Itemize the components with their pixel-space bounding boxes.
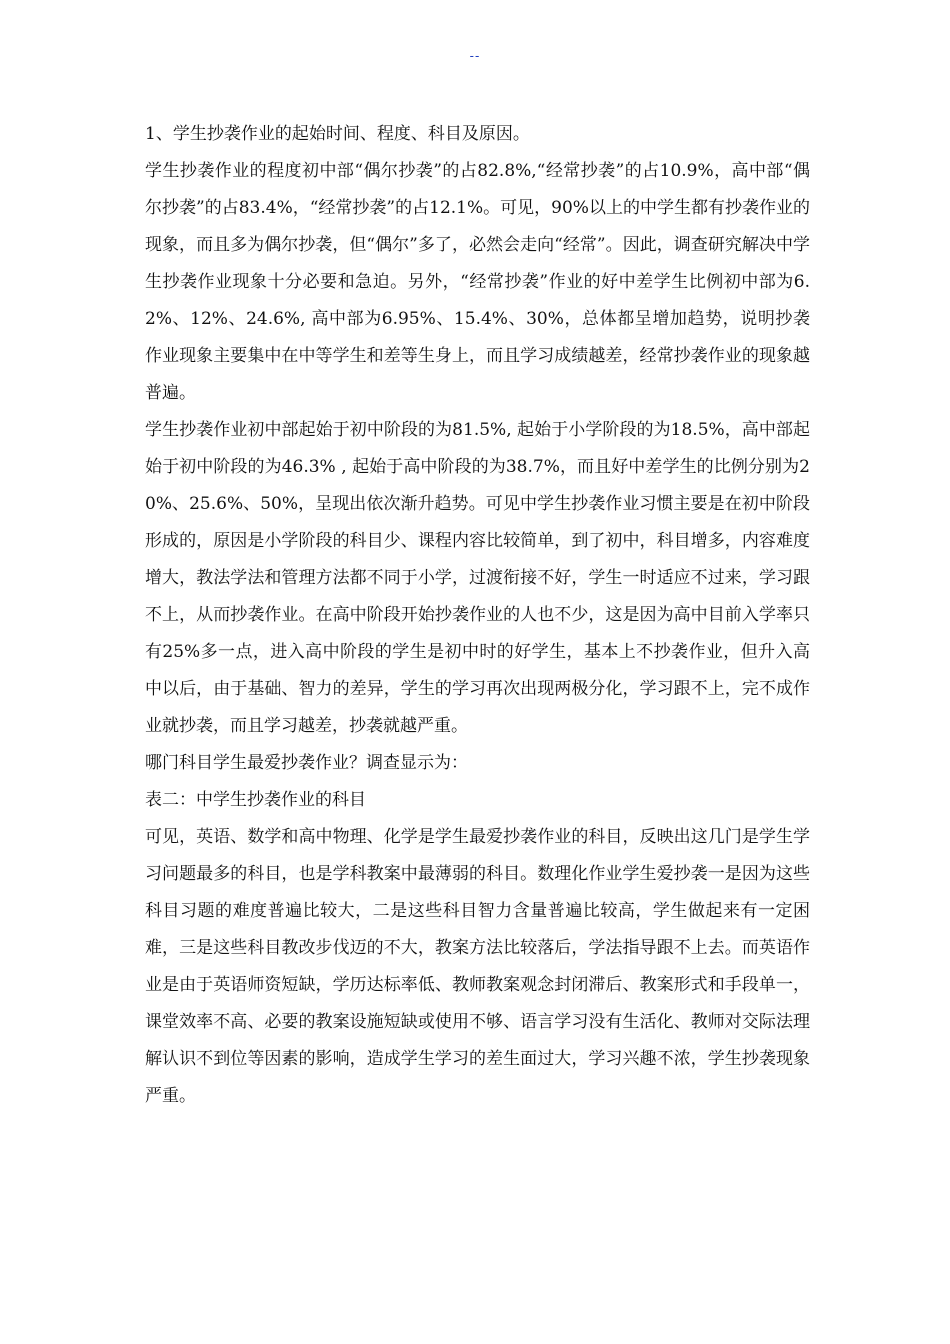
paragraph-degree: 学生抄袭作业的程度初中部“偶尔抄袭”的占82.8%,“经常抄袭”的占10.9%，高中部“偶尔抄袭”的占83.4%，“经常抄袭”的占12.1%。可见，90%以上的中学生都有抄袭作业的现象，而且多为偶尔抄袭，但“偶尔”多了，必然会走向“经常”。因此，调查研究解决中学生抄袭作业现象十分必要和急迫。另外，“经常抄袭”作业的好中差学生比例初中部为6.2%、12%、24.6%, 高中部为6.95%、15.4%、30%，总体都呈增加趋势，说明抄袭作业现象主要集中在中等学生和差等生身上，而且学习成绩越差，经常抄袭作业的现象越普遍。: [145, 161, 810, 403]
paragraph-start-time: 学生抄袭作业初中部起始于初中阶段的为81.5%, 起始于小学阶段的为18.5%，高中部起始于初中阶段的为46.3% , 起始于高中阶段的为38.7%，而且好中差学生的比例分别为20%、25.6%、50%，呈现出依次渐升趋势。可见中学生抄袭作业习惯主要是在初中阶段形成的，原因是小学阶段的科目少、课程内容比较简单，到了初中，科目增多，内容难度增大，教法学法和管理方法都不同于小学，过渡衔接不好，学生一时适应不过来，学习跟不上，从而抄袭作业。在高中阶段开始抄袭作业的人也不少，这是因为高中目前入学率只有25%多一点，进入高中阶段的学生是初中时的好学生，基本上不抄袭作业，但升入高中以后，由于基础、智力的差异，学生的学习再次出现两极分化，学习跟不上，完不成作业就抄袭，而且学习越差，抄袭就越严重。: [145, 420, 810, 736]
table-caption: 表二：中学生抄袭作业的科目: [145, 790, 366, 810]
page-header-mark: --: [469, 48, 481, 63]
document-body: [145, 116, 810, 1115]
paragraph-subject-question: 哪门科目学生最爱抄袭作业？调查显示为：: [145, 753, 468, 773]
paragraph-subject-analysis: 可见，英语、数学和高中物理、化学是学生最爱抄袭作业的科目，反映出这几门是学生学习问题最多的科目，也是学科教案中最薄弱的科目。数理化作业学生爱抄袭一是因为这些科目习题的难度普遍比较大，二是这些科目智力含量普遍比较高，学生做起来有一定困难，三是这些科目教改步伐迈的不大，教案方法比较落后，学法指导跟不上去。而英语作业是由于英语师资短缺，学历达标率低、教师教案观念封闭滞后、教案形式和手段单一，课堂效率不高、必要的教案设施短缺或使用不够、语言学习没有生活化、教师对交际法理解认识不到位等因素的影响，造成学生学习的差生面过大，学习兴趣不浓，学生抄袭现象严重。: [145, 827, 810, 1106]
section-heading: 1、学生抄袭作业的起始时间、程度、科目及原因。: [145, 124, 530, 144]
